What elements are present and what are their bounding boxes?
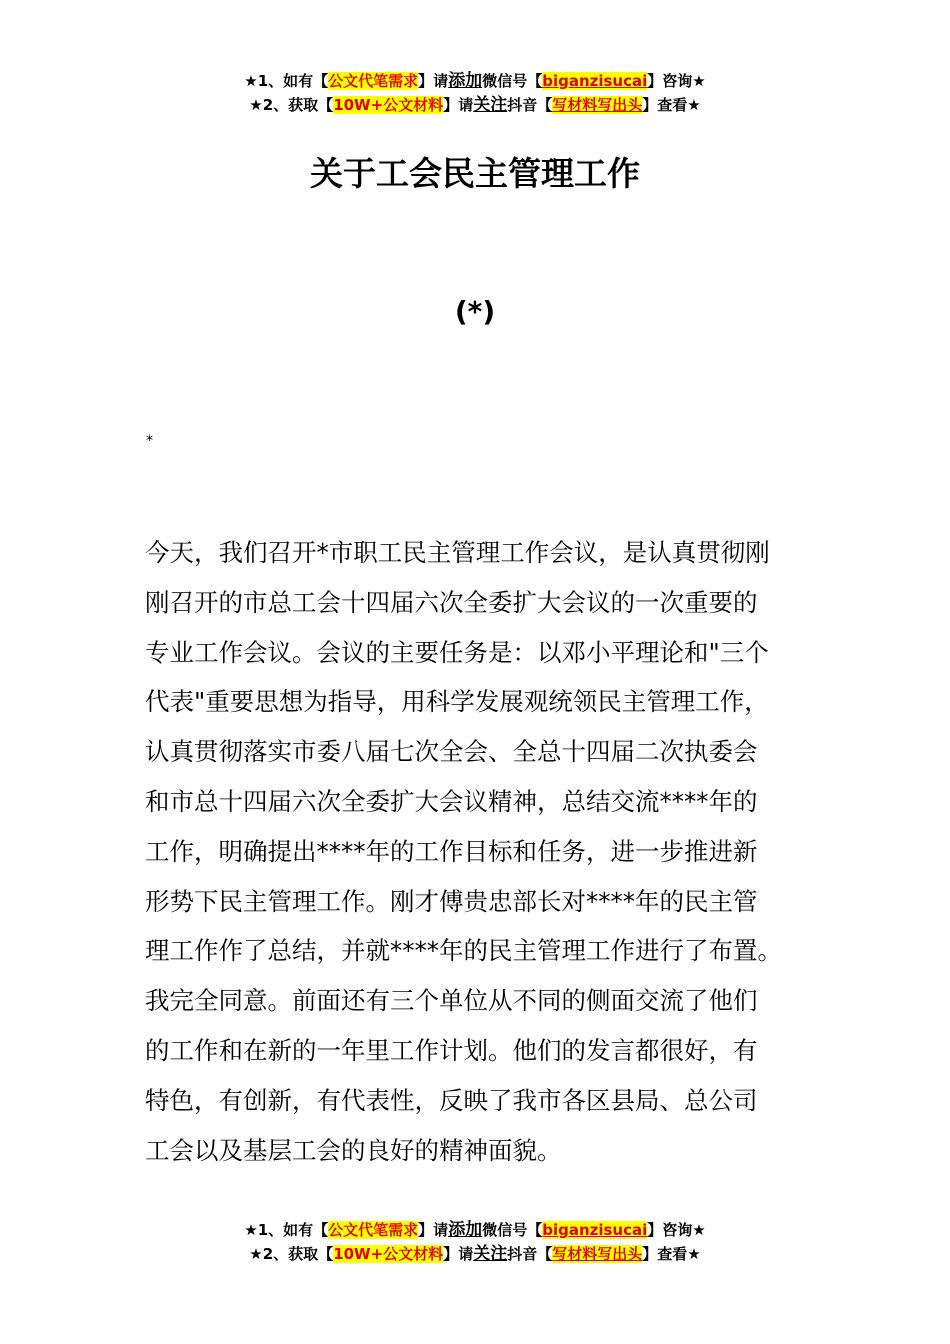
marker: *	[146, 433, 153, 449]
footer-ad	[0, 1218, 950, 1266]
ad-line-2	[0, 93, 950, 117]
ad-text: ★1、如有【	[244, 72, 329, 90]
ad-emphasis: 添加	[448, 71, 483, 91]
body-line: 专业工作会议。会议的主要任务是：以邓小平理论和"三个	[145, 637, 769, 667]
ad-douyin-id: 写材料写出头	[552, 1245, 643, 1263]
body-line: 今天，我们召开*市职工民主管理工作会议，是认真贯彻刚	[145, 538, 770, 567]
ad-highlight: 公文代笔需求	[328, 1221, 419, 1239]
body-line: 我完全同意。前面还有三个单位从不同的侧面交流了他们	[145, 986, 758, 1016]
ad-text: 】请	[418, 72, 449, 90]
ad-text: 】请	[443, 1245, 474, 1263]
ad-text: ★2、获取【	[249, 1245, 334, 1263]
ad-text: 】查看★	[642, 1245, 701, 1263]
ad-text: 】请	[443, 96, 474, 114]
ad-emphasis: 关注	[473, 95, 508, 115]
body-line: 认真贯彻落实市委八届七次全会、全总十四届二次执委会	[145, 737, 758, 767]
body-line: 代表"重要思想为指导，用科学发展观统领民主管理工作，	[145, 687, 769, 717]
ad-text: ★1、如有【	[244, 1221, 329, 1239]
document-title: 关于工会民主管理工作	[310, 154, 640, 193]
ad-highlight: 10W+公文材料	[333, 1245, 444, 1263]
ad-highlight: 公文代笔需求	[328, 72, 419, 90]
ad-text: 微信号【	[482, 72, 543, 90]
body-line: 形势下民主管理工作。刚才傅贵忠部长对****年的民主管	[145, 886, 758, 916]
ad-line-1	[0, 1218, 950, 1242]
ad-douyin-id: 写材料写出头	[552, 96, 643, 114]
body-line: 理工作作了总结，并就****年的民主管理工作进行了布置。	[145, 936, 782, 966]
ad-line-1	[0, 69, 950, 93]
body-text	[145, 528, 845, 1175]
document-subtitle: (*)	[454, 295, 496, 328]
ad-text: 】咨询★	[647, 1221, 706, 1239]
body-line: 刚召开的市总工会十四届六次全委扩大会议的一次重要的	[145, 587, 758, 617]
ad-wechat-id: biganzisucai	[542, 1221, 648, 1239]
ad-text: 】查看★	[642, 96, 701, 114]
body-line: 和市总十四届六次全委扩大会议精神，总结交流****年的	[145, 786, 758, 816]
body-line: 的工作和在新的一年里工作计划。他们的发言都很好，有	[145, 1035, 758, 1065]
ad-text: 】咨询★	[647, 72, 706, 90]
ad-text: 】请	[418, 1221, 449, 1239]
ad-emphasis: 关注	[473, 1244, 508, 1264]
body-line: 特色，有创新，有代表性，反映了我市各区县局、总公司	[145, 1085, 758, 1115]
body-line: 工会以及基层工会的良好的精神面貌。	[145, 1135, 562, 1165]
header-ad	[0, 69, 950, 117]
ad-highlight: 10W+公文材料	[333, 96, 444, 114]
ad-text: 微信号【	[482, 1221, 543, 1239]
ad-emphasis: 添加	[448, 1220, 483, 1240]
ad-text: ★2、获取【	[249, 96, 334, 114]
ad-text: 抖音【	[507, 96, 553, 114]
ad-line-2	[0, 1242, 950, 1266]
ad-text: 抖音【	[507, 1245, 553, 1263]
ad-wechat-id: biganzisucai	[542, 72, 648, 90]
body-line: 工作，明确提出****年的工作目标和任务，进一步推进新	[145, 836, 758, 866]
